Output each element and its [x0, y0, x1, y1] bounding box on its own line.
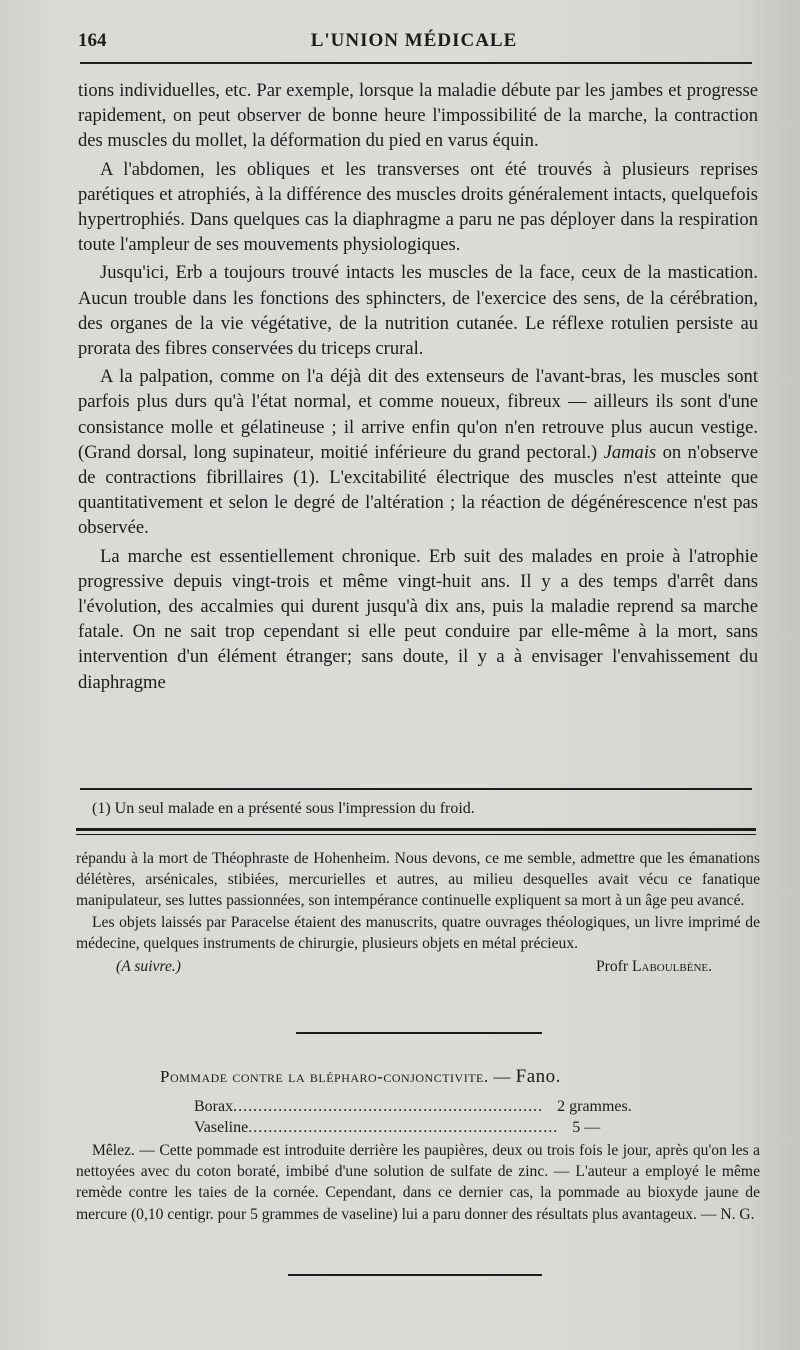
- paragraph-erb-findings: Jusqu'ici, Erb a toujours trouvé intacts les muscles de la face, ceux de la mastication. Aucun trouble dans les fonctions des sphincters, de l'exercice des sens, de la cérébration, des organes de la vie végétative, de la nutrition cutanée. Le réflexe rotulien persiste au prorata des fibres conservées du triceps crural.: [78, 262, 758, 360]
- ingredient-name: Vaseline: [194, 1119, 249, 1136]
- main-article-text: [78, 78, 758, 698]
- recipe-author: Fano.: [515, 1066, 561, 1087]
- palpation-italic-word: Jamais: [603, 441, 657, 463]
- end-rule: [288, 1274, 542, 1276]
- paragraph-paracelsus-objects: Les objets laissés par Paracelse étaient des manuscrits, quatre ouvrages théologiques, un livre imprimé de médecine, quelques instruments de chirurgie, plusieurs objets en métal précieux.: [76, 913, 760, 952]
- ingredient-name: Borax: [194, 1098, 234, 1115]
- paragraph-course: La marche est essentiellement chronique. Erb suit des malades en proie à l'atrophie progressive depuis vingt-trois et même vingt-huit ans. Il y a des temps d'arrêt dans l'évolution, des accalmies qui durent jusqu'à dix ans, puis la maladie reprend sa marche fatale. On ne sait trop cependant si elle peut conduire par elle-même à la mort, sans intervention d'un élément étranger; sans doute, il y a à envisager l'envahissement du diaphragme: [78, 545, 758, 693]
- recipe-dash: —: [493, 1067, 511, 1086]
- ingredient-quantity: 5 —: [572, 1119, 601, 1136]
- signature-row: [76, 956, 760, 980]
- recipe-instructions: [76, 1140, 760, 1225]
- paragraph-paracelsus-death: répandu à la mort de Théophraste de Hohenheim. Nous devons, ce me semble, admettre que les émanations délétères, arsénicales, stibiées, mercurielles et autres, au milieu desquelles avait vécu ce fanatique manipulateur, ses luttes passionnées, son intempérance continuelle expliquent sa mort à un âge peu avancé.: [76, 850, 760, 910]
- recipe-paragraph: Mêlez. — Cette pommade est introduite derrière les paupières, deux ou trois fois le jour, après qu'on les a nettoyées avec du coton boraté, imbibé d'une solution de sulfate de zinc. — L'auteur a employé le même remède contre les taies de la cornée. Cependant, dans ce dernier cas, la pommade au bioxyde jaune de mercure (0,10 centigr. pour 5 grammes de vaseline) lui a paru donner des résultats plus avantageux. — N. G.: [76, 1142, 760, 1223]
- paragraph-abdomen: A l'abdomen, les obliques et les transverses ont été trouvés à plusieurs reprises parétiques et atrophiés, à la différence des muscles droits généralement intacts, quelquefois hypertrophiés. Dans quelques cas la diaphragme a paru ne pas déployer dans la respiration toute l'ampleur de ses mouvements physiologiques.: [78, 158, 758, 256]
- paracelsus-article-text: [76, 848, 760, 980]
- recipe-name: Pommade contre la blépharo-conjonctivite.: [160, 1067, 489, 1086]
- ingredient-row: [194, 1096, 664, 1117]
- palpation-text-start: A la palpation, comme on l'a déjà dit des extenseurs de l'avant-bras, les muscles sont parfois plus durs qu'à l'état normal, et comme noueux, fibreux — ailleurs ils sont d'une consistance molle et gélatineuse ; il arrive enfin qu'on n'en retrouve plus aucun vestige. (Grand dorsal, long supinateur, moitié inférieure du grand pectoral.): [78, 366, 758, 463]
- recipe-title: [160, 1066, 720, 1088]
- page-header: [78, 28, 750, 58]
- header-rule: [80, 62, 752, 64]
- to-be-continued: (A suivre.): [116, 958, 181, 976]
- section-double-rule-bottom: [76, 834, 756, 835]
- ingredient-list: [194, 1096, 664, 1138]
- footnote: (1) Un seul malade en a présenté sous l'impression du froid.: [92, 800, 475, 817]
- author-signature: [596, 956, 712, 977]
- page-number: 164: [78, 30, 107, 51]
- author-title: Profr: [596, 958, 629, 976]
- journal-title: L'UNION MÉDICALE: [310, 30, 518, 51]
- ingredient-row: [194, 1117, 664, 1138]
- footnote-rule: [80, 788, 752, 790]
- author-name: Laboulbène.: [631, 958, 712, 976]
- section-double-rule-top: [76, 828, 756, 831]
- separator-rule: [296, 1032, 542, 1034]
- paragraph-legs: tions individuelles, etc. Par exemple, lorsque la maladie débute par les jambes et progresse rapidement, on peut observer de bonne heure l'impossibilité de la marche, la contraction des muscles du mollet, la déformation du pied en varus équin.: [78, 80, 758, 152]
- leader-dots: ..............................................................: [248, 1119, 559, 1136]
- leader-dots: ..............................................................: [233, 1098, 544, 1115]
- paragraph-palpation: [78, 364, 758, 540]
- palpation-text-end: on n'observe de contractions fibrillaires (1). L'excitabilité électrique des muscles n'est atteinte que quantitativement et selon le degré de l'altération ; la réaction de dégénérescence n'est pas observée.: [78, 441, 758, 539]
- ingredient-quantity: 2 grammes.: [557, 1098, 632, 1115]
